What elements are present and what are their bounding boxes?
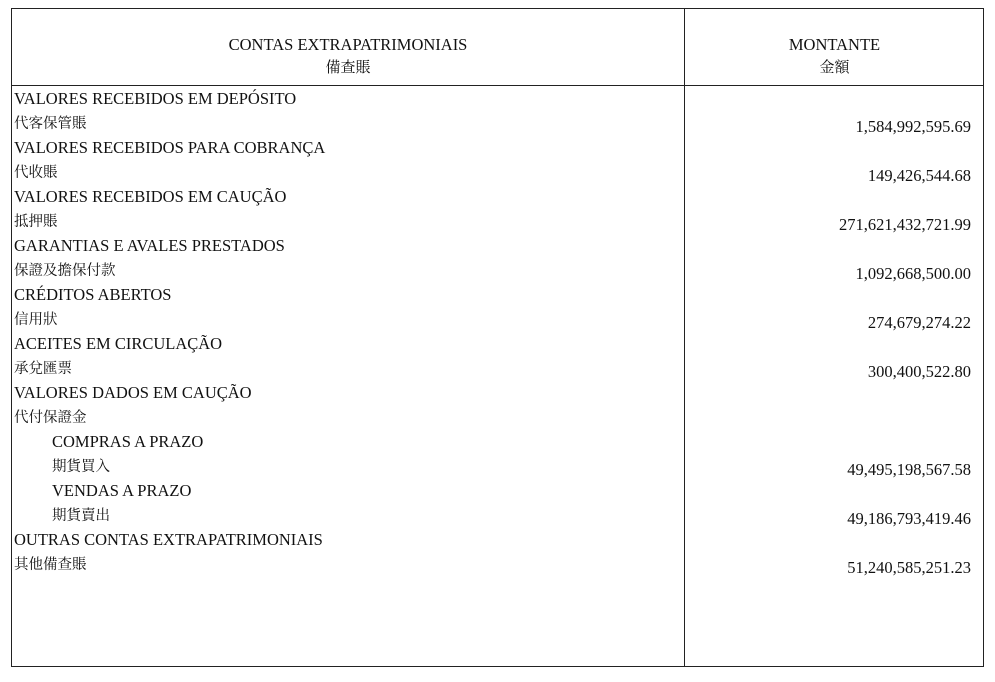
accounts-column-header — [12, 34, 684, 78]
row-label: GARANTIAS E AVALES PRESTADOS — [14, 236, 285, 255]
row-amount: 51,240,585,251.23 — [847, 557, 971, 577]
row-label: CRÉDITOS ABERTOS — [14, 285, 172, 304]
table-row — [12, 308, 983, 333]
row-amount: 274,679,274.22 — [867, 312, 971, 332]
row-label: 代客保管賬 — [14, 115, 87, 132]
row-label: VALORES RECEBIDOS PARA COBRANÇA — [14, 138, 326, 157]
row-amount: 271,621,432,721.99 — [839, 214, 971, 234]
row-label: 期貨賣出 — [52, 507, 110, 524]
row-label: 保證及擔保付款 — [14, 262, 116, 279]
row-label: ACEITES EM CIRCULAÇÃO — [14, 334, 223, 353]
row-label: VALORES RECEBIDOS EM CAUÇÃO — [14, 187, 287, 206]
row-amount: 1,584,992,595.69 — [855, 116, 971, 136]
table-row — [12, 234, 983, 259]
table-row — [12, 381, 983, 406]
row-label: VALORES DADOS EM CAUÇÃO — [14, 383, 252, 402]
row-label: 承兌匯票 — [14, 360, 72, 377]
table-row — [12, 136, 983, 161]
row-label: COMPRAS A PRAZO — [52, 432, 204, 451]
table-row — [12, 161, 983, 186]
table-row — [12, 332, 983, 357]
table-row — [12, 357, 983, 382]
header-rule — [11, 85, 984, 86]
amount-header-pt: MONTANTE — [788, 35, 881, 54]
row-amount: 300,400,522.80 — [867, 361, 971, 381]
table-row — [12, 87, 983, 112]
table-row — [12, 528, 983, 553]
row-label: 信用狀 — [14, 311, 58, 328]
row-amount: 149,426,544.68 — [867, 165, 971, 185]
accounts-header-pt: CONTAS EXTRAPATRIMONIAIS — [228, 35, 468, 54]
row-label: 期貨買入 — [52, 458, 110, 475]
table-row — [12, 504, 983, 529]
table-row — [12, 479, 983, 504]
row-label: VALORES RECEBIDOS EM DEPÓSITO — [14, 89, 297, 108]
table-row — [12, 406, 983, 431]
row-label: 抵押賬 — [14, 213, 58, 230]
row-label: 代付保證金 — [14, 409, 87, 426]
amount-header-zh: 金額 — [819, 58, 850, 76]
row-amount: 49,495,198,567.58 — [847, 459, 971, 479]
table-row — [12, 210, 983, 235]
row-label: VENDAS A PRAZO — [52, 481, 192, 500]
table-row — [12, 185, 983, 210]
table-row — [12, 283, 983, 308]
row-label: 其他備查賬 — [14, 556, 87, 573]
row-label: OUTRAS CONTAS EXTRAPATRIMONIAIS — [14, 530, 323, 549]
table-row — [12, 112, 983, 137]
table-row — [12, 259, 983, 284]
table-row — [12, 553, 983, 578]
amount-column-header — [686, 34, 983, 78]
accounts-header-zh: 備查賬 — [325, 58, 371, 76]
row-label: 代收賬 — [14, 164, 58, 181]
row-amount: 49,186,793,419.46 — [847, 508, 971, 528]
table-row — [12, 430, 983, 455]
table-row — [12, 455, 983, 480]
row-amount: 1,092,668,500.00 — [855, 263, 971, 283]
statement-rows — [12, 87, 983, 577]
